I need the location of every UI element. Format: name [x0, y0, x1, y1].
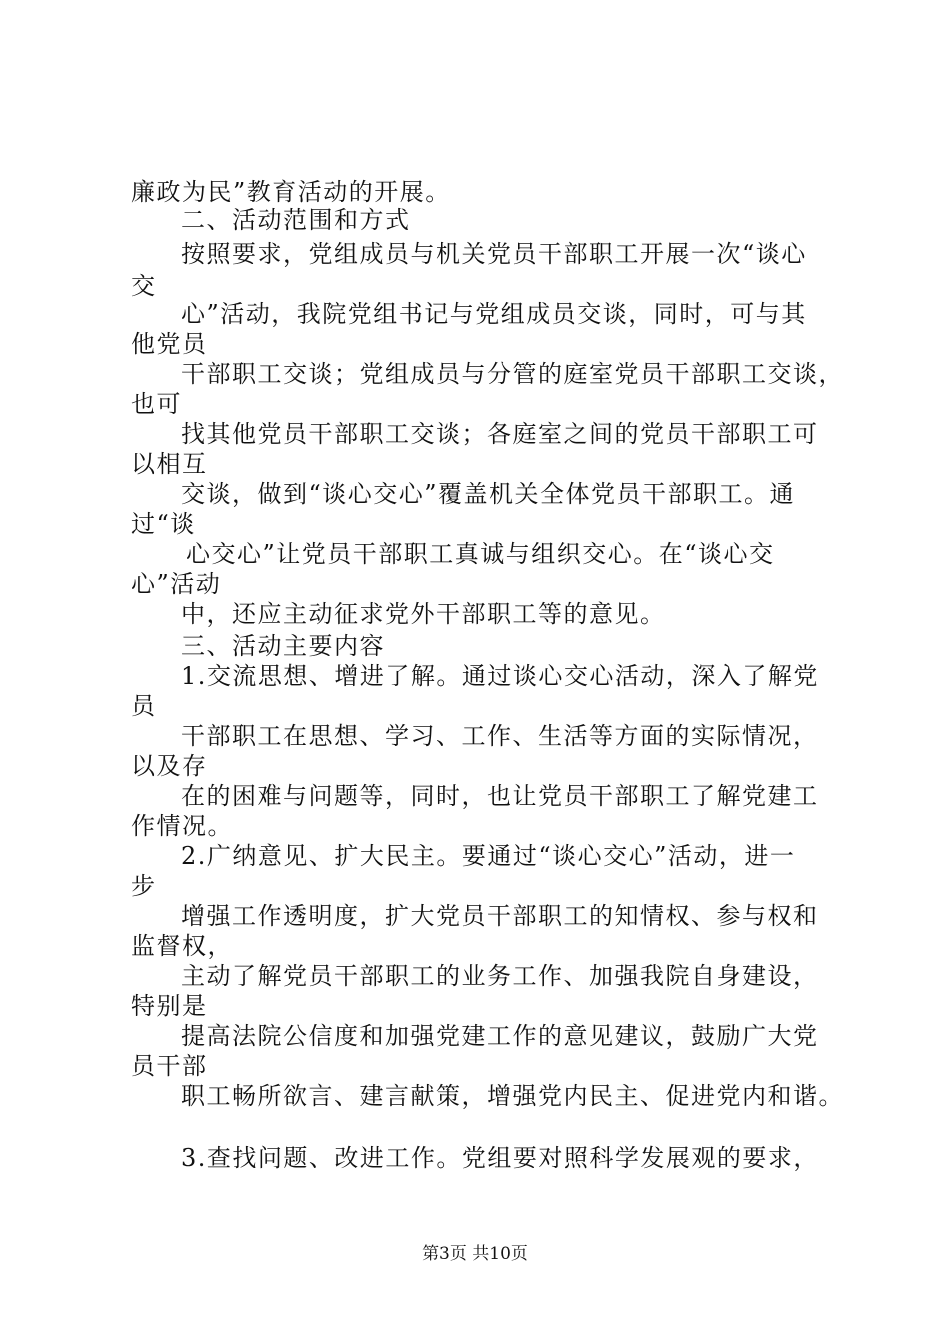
text-line: 步	[131, 872, 157, 900]
text-line: 2.广纳意见、扩大民主。要通过“谈心交心”活动，进一	[181, 842, 796, 870]
text-line: 干部职工在思想、学习、工作、生活等方面的实际情况，	[181, 722, 819, 750]
section-heading: 三、活动主要内容	[181, 632, 385, 660]
text-line: 1.交流思想、增进了解。通过谈心交心活动，深入了解党	[181, 662, 819, 690]
section-heading: 二、活动范围和方式	[181, 206, 411, 234]
text-line: 3.查找问题、改进工作。党组要对照科学发展观的要求，	[181, 1144, 819, 1172]
text-line: 在的困难与问题等，同时，也让党员干部职工了解党建工	[181, 782, 819, 810]
text-line: 员	[131, 692, 157, 720]
text-line: 找其他党员干部职工交谈；各庭室之间的党员干部职工可	[181, 420, 819, 448]
text-line: 主动了解党员干部职工的业务工作、加强我院自身建设，	[181, 962, 819, 990]
text-line: 也可	[131, 390, 182, 418]
text-line: 交谈，做到“谈心交心”覆盖机关全体党员干部职工。通	[181, 480, 796, 508]
text-line: 交	[131, 272, 157, 300]
text-line: 以相互	[131, 450, 208, 478]
text-line: 作情况。	[131, 812, 233, 840]
text-line: 心”活动	[131, 570, 222, 598]
text-line: 心交心”让党员干部职工真诚与组织交心。在“谈心交	[186, 540, 775, 568]
text-line: 以及存	[131, 752, 208, 780]
text-line: 员干部	[131, 1052, 208, 1080]
text-line: 特别是	[131, 992, 208, 1020]
text-line: 按照要求，党组成员与机关党员干部职工开展一次“谈心	[181, 240, 807, 268]
text-line: 中，还应主动征求党外干部职工等的意见。	[181, 600, 666, 628]
text-line: 他党员	[131, 330, 208, 358]
page-number-footer: 第3页 共10页	[422, 1244, 528, 1264]
text-line: 增强工作透明度，扩大党员干部职工的知情权、参与权和	[181, 902, 819, 930]
text-line: 心”活动，我院党组书记与党组成员交谈，同时，可与其	[181, 300, 807, 328]
text-line: 廉政为民”教育活动的开展。	[131, 178, 451, 206]
text-line: 监督权，	[131, 932, 233, 960]
text-line: 干部职工交谈；党组成员与分管的庭室党员干部职工交谈，	[181, 360, 844, 388]
text-line: 提高法院公信度和加强党建工作的意见建议，鼓励广大党	[181, 1022, 819, 1050]
text-line: 职工畅所欲言、建言献策，增强党内民主、促进党内和谐。	[181, 1082, 844, 1110]
text-line: 过“谈	[131, 510, 196, 538]
